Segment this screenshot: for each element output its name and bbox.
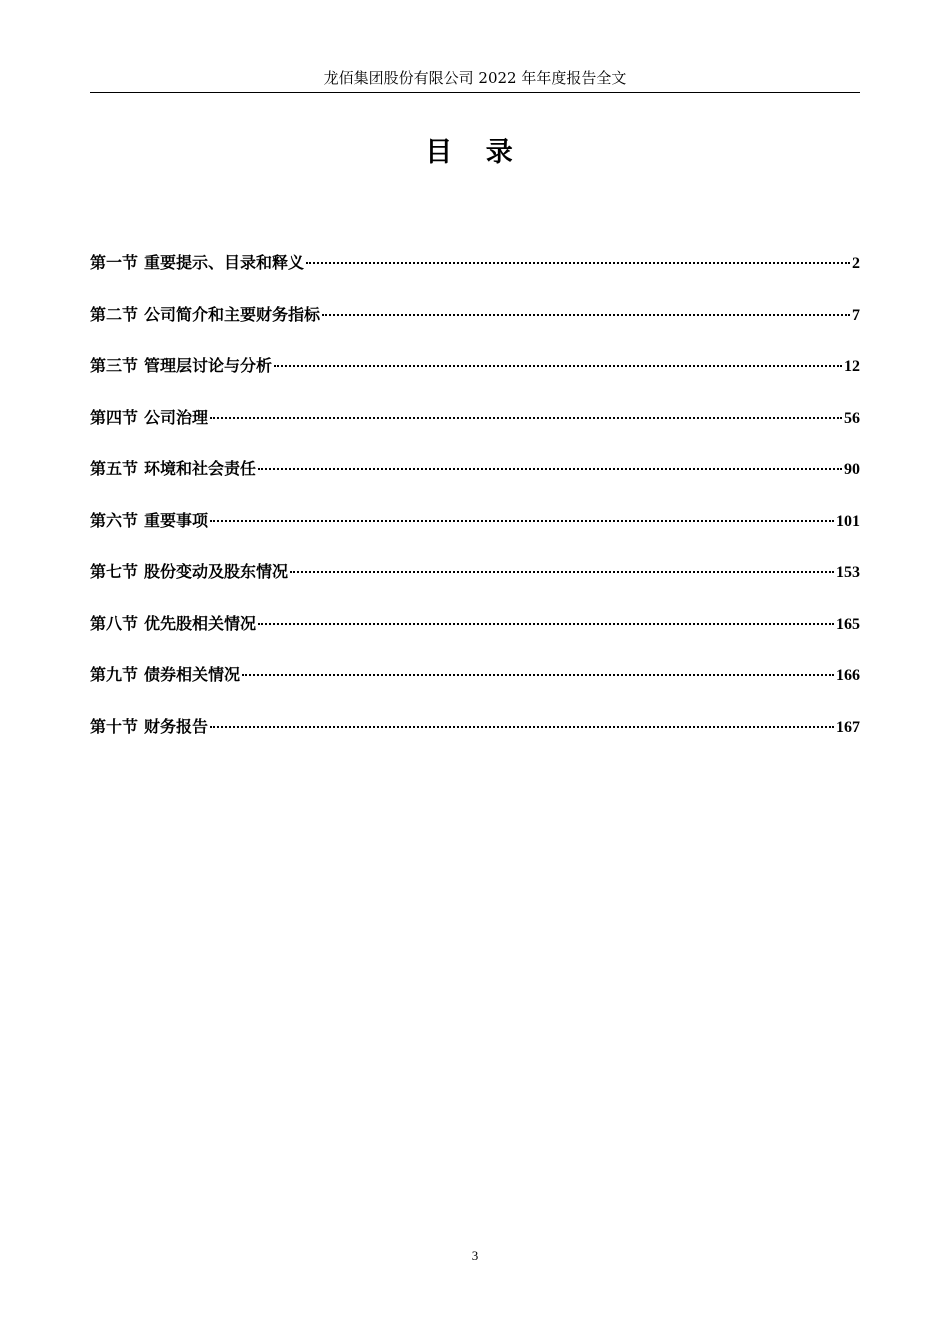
toc-section-number: 第八节 [90, 613, 139, 633]
toc-dot-leader [242, 674, 834, 676]
toc-dot-leader [210, 520, 834, 522]
toc-section-title: 环境和社会责任 [144, 459, 257, 478]
toc-page-number: 101 [836, 512, 860, 530]
toc-entry[interactable] [90, 250, 860, 302]
toc-section-title: 债券相关情况 [144, 665, 241, 684]
toc-entry[interactable] [90, 353, 860, 405]
toc-page-number: 56 [844, 409, 860, 427]
toc-section-title: 财务报告 [144, 716, 209, 736]
toc-dot-leader [290, 571, 834, 573]
toc-page-number: 7 [852, 306, 860, 324]
toc-section-number: 第五节 [90, 459, 139, 478]
page-title: 目 录 [425, 137, 525, 168]
toc-entry[interactable] [90, 611, 860, 663]
toc-dot-leader [210, 417, 842, 419]
toc-section-number: 第二节 [90, 304, 139, 324]
toc-entry[interactable] [90, 508, 860, 560]
toc-entry[interactable] [90, 405, 860, 457]
toc-entry[interactable] [90, 456, 860, 508]
toc-page-number: 166 [836, 667, 860, 684]
toc-section-number: 第六节 [90, 510, 139, 530]
toc-page-number: 2 [852, 255, 860, 272]
toc-entry[interactable] [90, 714, 860, 766]
toc-entry[interactable] [90, 559, 860, 611]
toc-dot-leader [210, 726, 834, 728]
toc-page-number: 165 [836, 615, 860, 633]
running-header: 龙佰集团股份有限公司 2022 年年度报告全文 [90, 64, 860, 93]
toc-page-number: 90 [844, 461, 860, 478]
toc-dot-leader [322, 314, 850, 316]
toc-section-number: 第九节 [90, 665, 139, 684]
toc-section-title: 公司治理 [144, 407, 209, 427]
page-number-footer: 3 [471, 1248, 479, 1263]
toc-section-number: 第三节 [90, 356, 139, 375]
toc-section-title: 股份变动及股东情况 [144, 562, 289, 581]
toc-section-title: 公司简介和主要财务指标 [144, 304, 321, 324]
toc-page-number: 153 [836, 564, 860, 581]
toc-section-title: 管理层讨论与分析 [144, 356, 273, 375]
toc-page-number: 12 [844, 358, 860, 375]
toc-page-number: 167 [836, 718, 860, 736]
toc-entry[interactable] [90, 302, 860, 354]
toc-section-number: 第四节 [90, 407, 139, 427]
toc-section-number: 第一节 [90, 253, 139, 272]
toc-dot-leader [306, 262, 850, 264]
toc-section-title: 优先股相关情况 [144, 613, 257, 633]
table-of-contents [90, 250, 860, 765]
toc-section-number: 第七节 [90, 562, 139, 581]
toc-dot-leader [274, 365, 842, 367]
toc-section-number: 第十节 [90, 716, 139, 736]
toc-dot-leader [258, 468, 842, 470]
toc-dot-leader [258, 623, 834, 625]
toc-section-title: 重要提示、目录和释义 [144, 253, 305, 272]
toc-entry[interactable] [90, 662, 860, 714]
toc-section-title: 重要事项 [144, 510, 209, 530]
